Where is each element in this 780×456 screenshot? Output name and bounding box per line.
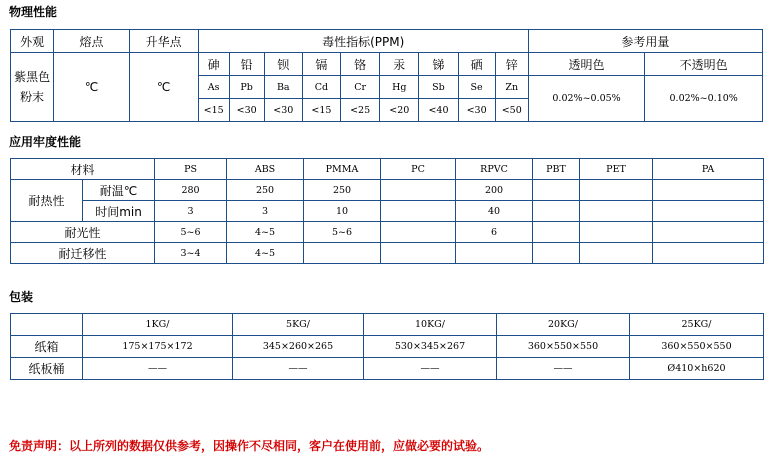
migration-value (653, 243, 764, 264)
time-value: 40 (456, 201, 533, 222)
material-header: PET (580, 159, 653, 180)
temp-value (533, 180, 580, 201)
light-value (580, 222, 653, 243)
migration-label: 耐迁移性 (11, 243, 155, 264)
package-size: 1KG/ (83, 314, 233, 336)
element-symbol: Ba (264, 76, 302, 99)
element-cn: 钡 (264, 53, 302, 76)
migration-value (456, 243, 533, 264)
element-limit: <50 (495, 99, 528, 122)
appearance-line2: 粉末 (20, 90, 45, 104)
drum-dimension: —— (233, 358, 364, 380)
element-symbol: Hg (380, 76, 419, 99)
drum-dimension: Ø410×h620 (630, 358, 764, 380)
element-symbol: As (198, 76, 229, 99)
element-limit: <15 (302, 99, 340, 122)
section-title-physical: 物理性能 (9, 5, 58, 19)
material-header: PC (381, 159, 456, 180)
element-cn: 铅 (229, 53, 264, 76)
header-toxicity: 毒性指标(PPM) (198, 30, 528, 53)
element-cn: 铬 (341, 53, 380, 76)
temp-value (580, 180, 653, 201)
header-dosage: 参考用量 (528, 30, 762, 53)
element-limit: <15 (198, 99, 229, 122)
material-header: PMMA (304, 159, 381, 180)
section-title-packaging: 包装 (9, 290, 34, 304)
element-limit: <40 (419, 99, 458, 122)
package-size: 20KG/ (497, 314, 630, 336)
header-sublimation-point: 升华点 (129, 30, 198, 53)
dosage-opaque-value: 0.02%~0.10% (645, 76, 763, 122)
packaging-table (10, 313, 764, 380)
sublimation-point-value: ℃ (129, 53, 198, 122)
time-value: 10 (304, 201, 381, 222)
light-value: 4~5 (227, 222, 304, 243)
material-header: ABS (227, 159, 304, 180)
temp-value (653, 180, 764, 201)
element-limit: <30 (458, 99, 495, 122)
carton-dimension: 360×550×550 (497, 336, 630, 358)
fastness-table (10, 158, 764, 264)
time-value: 3 (155, 201, 227, 222)
element-symbol: Pb (229, 76, 264, 99)
temp-value: 280 (155, 180, 227, 201)
element-cn: 汞 (380, 53, 419, 76)
time-value: 3 (227, 201, 304, 222)
light-value: 5~6 (304, 222, 381, 243)
light-fastness-label: 耐光性 (11, 222, 155, 243)
element-limit: <30 (229, 99, 264, 122)
element-cn: 锑 (419, 53, 458, 76)
time-value (580, 201, 653, 222)
header-appearance: 外观 (11, 30, 54, 53)
heat-resistance-label: 耐热性 (11, 180, 83, 222)
element-symbol: Cr (341, 76, 380, 99)
light-value (533, 222, 580, 243)
element-limit: <20 (380, 99, 419, 122)
element-cn: 镉 (302, 53, 340, 76)
time-value (653, 201, 764, 222)
package-size: 5KG/ (233, 314, 364, 336)
drum-dimension: —— (364, 358, 497, 380)
header-melting-point: 熔点 (54, 30, 129, 53)
element-symbol: Sb (419, 76, 458, 99)
migration-value (533, 243, 580, 264)
temp-value: 250 (304, 180, 381, 201)
material-header: PBT (533, 159, 580, 180)
migration-value (580, 243, 653, 264)
temp-label: 耐温℃ (83, 180, 155, 201)
element-symbol: Cd (302, 76, 340, 99)
carton-dimension: 360×550×550 (630, 336, 764, 358)
appearance-value (11, 53, 54, 122)
carton-dimension: 530×345×267 (364, 336, 497, 358)
package-size: 10KG/ (364, 314, 497, 336)
temp-value: 200 (456, 180, 533, 201)
migration-value: 4~5 (227, 243, 304, 264)
element-symbol: Zn (495, 76, 528, 99)
drum-label: 纸板桶 (11, 358, 83, 380)
element-cn: 砷 (198, 53, 229, 76)
carton-label: 纸箱 (11, 336, 83, 358)
packaging-corner (11, 314, 83, 336)
time-value (533, 201, 580, 222)
dosage-header-transparent: 透明色 (528, 53, 645, 76)
melting-point-value: ℃ (54, 53, 129, 122)
light-value: 5~6 (155, 222, 227, 243)
material-header: PA (653, 159, 764, 180)
dosage-transparent-value: 0.02%~0.05% (528, 76, 645, 122)
light-value (653, 222, 764, 243)
migration-value (304, 243, 381, 264)
material-header: PS (155, 159, 227, 180)
package-size: 25KG/ (630, 314, 764, 336)
disclaimer-text: 免责声明：以上所列的数据仅供参考，因操作不尽相同，客户在使用前，应做必要的试验。 (9, 439, 490, 453)
carton-dimension: 175×175×172 (83, 336, 233, 358)
temp-value (381, 180, 456, 201)
light-value: 6 (456, 222, 533, 243)
time-label: 时间min (83, 201, 155, 222)
material-header: RPVC (456, 159, 533, 180)
material-label: 材料 (11, 159, 155, 180)
carton-dimension: 345×260×265 (233, 336, 364, 358)
migration-value: 3~4 (155, 243, 227, 264)
physical-properties-table (10, 29, 763, 122)
dosage-header-opaque: 不透明色 (645, 53, 763, 76)
element-limit: <25 (341, 99, 380, 122)
element-limit: <30 (264, 99, 302, 122)
migration-value (381, 243, 456, 264)
temp-value: 250 (227, 180, 304, 201)
element-cn: 硒 (458, 53, 495, 76)
drum-dimension: —— (83, 358, 233, 380)
time-value (381, 201, 456, 222)
appearance-line1: 紫黑色 (14, 70, 51, 84)
drum-dimension: —— (497, 358, 630, 380)
element-cn: 锌 (495, 53, 528, 76)
light-value (381, 222, 456, 243)
element-symbol: Se (458, 76, 495, 99)
section-title-fastness: 应用牢度性能 (9, 135, 82, 149)
